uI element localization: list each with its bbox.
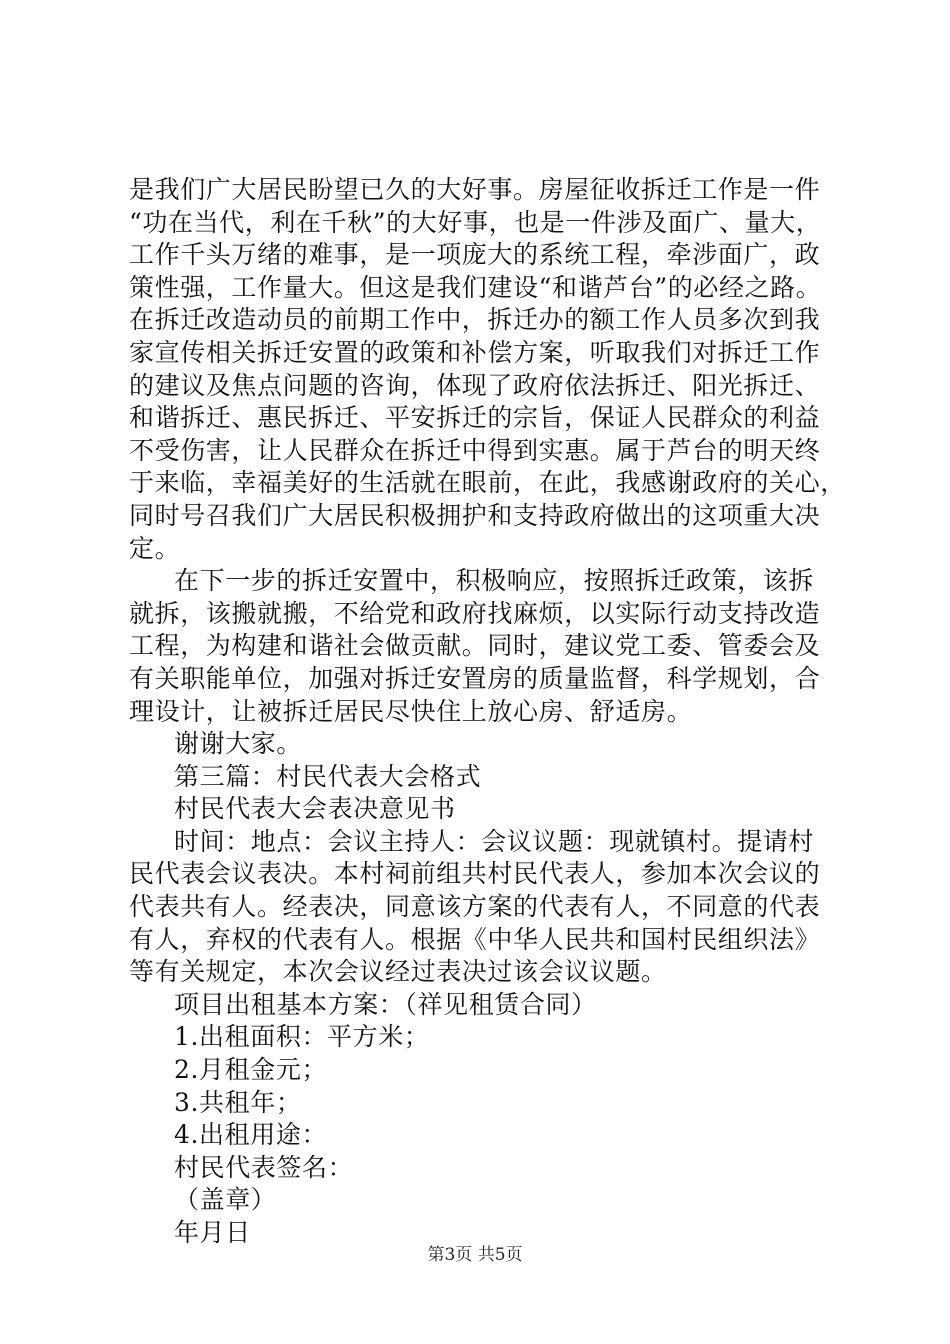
- text-line: 同时号召我们广大居民积极拥护和支持政府做出的这项重大决: [129, 500, 821, 530]
- text-line: 定。: [129, 533, 181, 563]
- text-line: 的建议及焦点问题的咨询，体现了政府依法拆迁、阳光拆迁、: [129, 370, 821, 400]
- document-body: [129, 174, 846, 1250]
- text-line: 策性强，工作量大。但这是我们建设“和谐芦台”的必经之路。: [129, 272, 822, 302]
- closing-line: 谢谢大家。: [174, 729, 303, 759]
- signature-label: 村民代表签名：: [174, 1152, 354, 1182]
- date-label: 年月日: [174, 1218, 251, 1247]
- plan-item: 4.出租用途：: [174, 1120, 328, 1150]
- plan-item: 2.月租金元；: [174, 1055, 328, 1085]
- text-line: 理设计，让被拆迁居民尽快住上放心房、舒适房。: [129, 696, 693, 726]
- text-line: “功在当代，利在千秋”的大好事，也是一件涉及面广、量大，: [129, 207, 822, 237]
- text-line: 有人，弃权的代表有人。根据《中华人民共和国村民组织法》: [129, 924, 821, 954]
- plan-heading: 项目出租基本方案：（祥见租赁合同）: [174, 989, 597, 1019]
- form-title: 村民代表大会表决意见书: [174, 794, 456, 824]
- paragraph-start-line: 在下一步的拆迁安置中，积极响应，按照拆迁政策，该拆: [174, 566, 815, 596]
- text-line: 工程，为构建和谐社会做贡献。同时，建议党工委、管委会及: [129, 631, 821, 661]
- text-line: 工作千头万绪的难事，是一项庞大的系统工程，牵涉面广，政: [129, 240, 821, 270]
- plan-item: 1.出租面积：平方米；: [174, 1022, 430, 1052]
- text-line: 家宣传相关拆迁安置的政策和补偿方案，听取我们对拆迁工作: [129, 337, 821, 367]
- text-line: 代表共有人。经表决，同意该方案的代表有人，不同意的代表: [129, 892, 821, 922]
- text-line: 有关职能单位，加强对拆迁安置房的质量监督，科学规划，合: [129, 663, 821, 693]
- section-heading: 第三篇：村民代表大会格式: [174, 761, 482, 791]
- text-line: 在拆迁改造动员的前期工作中，拆迁办的额工作人员多次到我: [129, 305, 821, 335]
- text-line: 于来临，幸福美好的生活就在眼前，在此，我感谢政府的关心，: [129, 468, 846, 498]
- text-line: 和谐拆迁、惠民拆迁、平安拆迁的宗旨，保证人民群众的利益: [129, 403, 821, 433]
- paragraph-start-line: 时间：地点：会议主持人：会议议题：现就镇村。提请村: [174, 826, 815, 856]
- text-line: 是我们广大居民盼望已久的大好事。房屋征收拆迁工作是一件: [129, 175, 821, 204]
- plan-item: 3.共租年；: [174, 1087, 302, 1117]
- text-line: 民代表会议表决。本村祠前组共村民代表人，参加本次会议的: [129, 859, 821, 889]
- seal-label: （盖章）: [174, 1185, 277, 1215]
- text-line: 就拆，该搬就搬，不给党和政府找麻烦，以实际行动支持改造: [129, 598, 821, 628]
- text-line: 等有关规定，本次会议经过表决过该会议议题。: [129, 957, 667, 987]
- text-line: 不受伤害，让人民群众在拆迁中得到实惠。属于芦台的明天终: [129, 435, 821, 465]
- page-number-footer: 第3页 共5页: [427, 1245, 523, 1265]
